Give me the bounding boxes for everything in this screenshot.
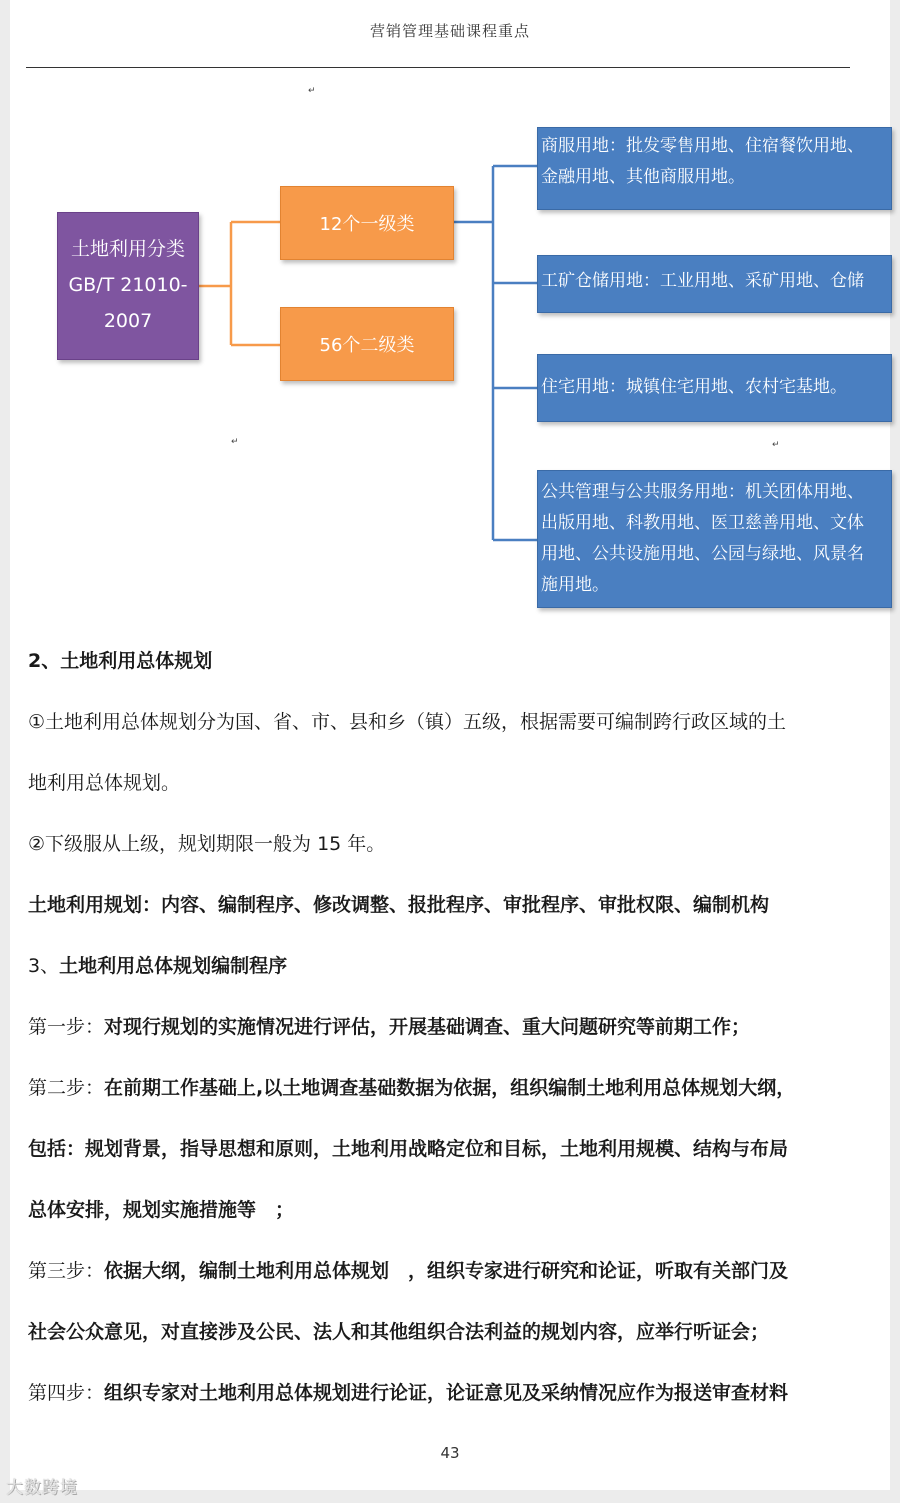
leaf-text: 住宅用地：城镇住宅用地、农村宅基地。 [541,377,847,397]
level1-box [280,186,454,260]
heading-number: 3、 [28,955,60,977]
step-label: 第二步： [28,1077,105,1099]
leaf-box-public [537,470,892,608]
paragraph-mark: ↵ [231,437,239,447]
leaf-text: 公共管理与公共服务用地：机关团体用地、 [541,482,864,502]
root-line-3: 2007 [103,310,153,332]
root-category-box [57,212,199,360]
paragraph: 包括：规划背景，指导思想和原则，土地利用战略定位和目标，土地利用规模、结构与布局 [28,1138,789,1160]
paragraph [28,1073,858,1100]
leaf-text: 商服用地：批发零售用地、住宿餐饮用地、 [541,136,864,156]
paragraph-mark: ↵ [308,86,316,96]
leaf-text: 用地、公共设施用地、公园与绿地、风景名 [541,544,864,564]
watermark: 大数跨境 [6,1478,78,1498]
leaf-box-residential [537,354,892,422]
document-page [10,0,890,1490]
step-text: 对现行规划的实施情况进行评估，开展基础调查、重大问题研究等前期工作； [104,1016,751,1038]
level1-label: 12个一级类 [319,214,415,235]
paragraph: ①土地利用总体规划分为国、省、市、县和乡（镇）五级，根据需要可编制跨行政区域的土 [28,711,787,733]
root-line-1: 土地利用分类 [70,238,185,260]
paragraph [28,1378,858,1405]
heading-text: 土地利用总体规划编制程序 [59,955,288,977]
section-heading: 2、土地利用总体规划 [28,650,213,672]
step-text: 在前期工作基础上,以土地调查基础数据为依据，组织编制土地利用总体规划大纲， [104,1077,796,1099]
section-heading [28,951,858,978]
paragraph: ②下级服从上级，规划期限一般为 15 年。 [28,833,386,855]
level2-label: 56个二级类 [319,335,415,356]
leaf-text: 工矿仓储用地：工业用地、采矿用地、仓储 [541,271,864,291]
step-label: 第一步： [28,1016,105,1038]
leaf-text: 施用地。 [541,575,609,595]
page-number: 43 [440,1444,460,1462]
step-label: 第四步： [28,1382,105,1404]
leaf-text: 金融用地、其他商服用地。 [541,167,745,187]
level2-box [280,307,454,381]
paragraph: 总体安排，规划实施措施等 ； [28,1199,295,1221]
step-text: 组织专家对土地利用总体规划进行论证，论证意见及采纳情况应作为报送审查材料 [104,1382,789,1404]
step-label: 第三步： [28,1260,105,1282]
paragraph [28,1012,858,1039]
step-text: 依据大纲，编制土地利用总体规划 ，组织专家进行研究和论证，听取有关部门及 [104,1260,789,1282]
paragraph: 地利用总体规划。 [28,772,181,794]
leaf-box-commercial [537,127,892,210]
leaf-box-industrial [537,255,892,313]
header-title: 营销管理基础课程重点 [369,22,530,40]
paragraph: 土地利用规划：内容、编制程序、修改调整、报批程序、审批程序、审批权限、编制机构 [28,894,770,916]
paragraph [28,1256,858,1283]
root-line-2: GB/T 21010- [68,274,188,296]
paragraph-mark: ↵ [772,440,780,450]
leaf-text: 出版用地、科教用地、医卫慈善用地、文体 [541,513,864,533]
paragraph: 社会公众意见，对直接涉及公民、法人和其他组织合法利益的规划内容，应举行听证会； [28,1321,770,1343]
